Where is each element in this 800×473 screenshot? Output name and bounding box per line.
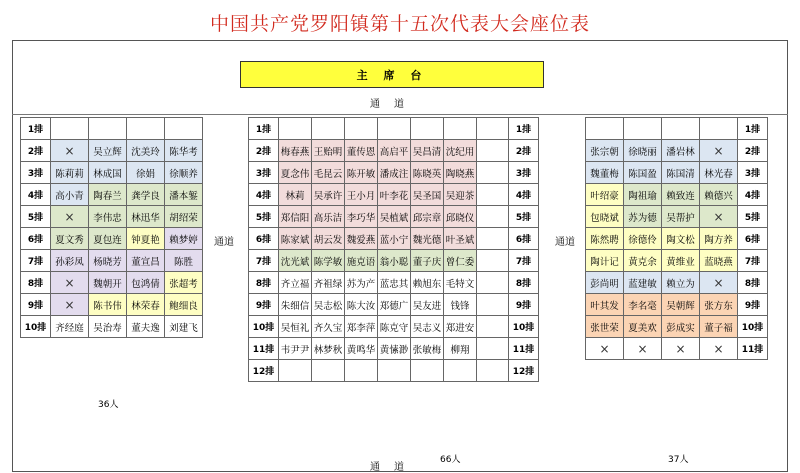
seat-cell — [378, 118, 411, 140]
aisle-label-right: 通道 — [555, 237, 575, 248]
seat-cell: 沈光斌 — [279, 250, 312, 272]
seat-cell: 黄克余 — [624, 250, 662, 272]
seat-cell: 林莉 — [279, 184, 312, 206]
seat-cell: 叶绍豪 — [586, 184, 624, 206]
seat-cell: 夏文秀 — [51, 228, 89, 250]
row-label: 2排 — [738, 140, 768, 162]
seat-cell: 包鸿倩 — [127, 272, 165, 294]
seat-row — [249, 162, 539, 184]
seat-cell: 施克语 — [345, 250, 378, 272]
seat-row — [21, 250, 203, 272]
seat-cell: 赖致连 — [662, 184, 700, 206]
seat-cell: 孙彩凤 — [51, 250, 89, 272]
seat-cell — [411, 360, 444, 382]
row-label: 7排 — [509, 250, 539, 272]
seat-cell — [279, 118, 312, 140]
row-label: 10排 — [249, 316, 279, 338]
seat-row — [249, 206, 539, 228]
row-label: 8排 — [509, 272, 539, 294]
seat-cell — [89, 118, 127, 140]
seat-cell: 吴治寿 — [89, 316, 127, 338]
seat-row — [21, 162, 203, 184]
seat-cell: 李巧华 — [345, 206, 378, 228]
seat-cell: 陈国清 — [662, 162, 700, 184]
podium: 主 席 台 — [240, 61, 544, 88]
seat-cell: 张世荣 — [586, 316, 624, 338]
seat-cell: 杨晓芳 — [89, 250, 127, 272]
seat-cell: 黄维业 — [662, 250, 700, 272]
seat-cell: 林荣春 — [127, 294, 165, 316]
row-label: 8排 — [249, 272, 279, 294]
seat-cell: 黄鸣华 — [345, 338, 378, 360]
row-label: 1排 — [249, 118, 279, 140]
empty-seat-mark: × — [51, 206, 89, 228]
row-label: 10排 — [21, 316, 51, 338]
row-label: 10排 — [509, 316, 539, 338]
seat-cell: 蓝建敏 — [624, 272, 662, 294]
seat-cell — [279, 360, 312, 382]
seat-row — [21, 316, 203, 338]
seat-cell: 柳翔 — [444, 338, 477, 360]
seat-row — [586, 316, 768, 338]
seat-cell — [477, 140, 509, 162]
seat-cell: 董子庆 — [411, 250, 444, 272]
right-seat-block — [585, 117, 768, 360]
seat-cell: 董宣昌 — [127, 250, 165, 272]
seat-cell: 吴昌清 — [411, 140, 444, 162]
seat-cell — [444, 118, 477, 140]
seat-cell: 李伟忠 — [89, 206, 127, 228]
count-left: 36人 — [98, 400, 119, 410]
seat-cell: 吴植斌 — [378, 206, 411, 228]
row-label: 8排 — [21, 272, 51, 294]
seat-cell: 张方东 — [700, 294, 738, 316]
row-label: 9排 — [738, 294, 768, 316]
row-label: 9排 — [21, 294, 51, 316]
seat-cell: 陈开敏 — [345, 162, 378, 184]
seat-cell: 吴帮护 — [662, 206, 700, 228]
empty-seat-mark: × — [586, 338, 624, 360]
seat-cell: 齐祖绿 — [312, 272, 345, 294]
seat-cell: 陈胜 — [165, 250, 203, 272]
seat-cell: 林迅华 — [127, 206, 165, 228]
seat-row — [249, 228, 539, 250]
seat-cell: 彭成实 — [662, 316, 700, 338]
seat-cell: 陈大汝 — [345, 294, 378, 316]
seat-cell — [700, 118, 738, 140]
seat-cell: 吴朝辉 — [662, 294, 700, 316]
seat-cell: 魏朝开 — [89, 272, 127, 294]
seat-cell: 齐久宝 — [312, 316, 345, 338]
seat-cell: 陈华考 — [165, 140, 203, 162]
row-label: 3排 — [21, 162, 51, 184]
seat-cell — [51, 118, 89, 140]
seat-cell: 陈克守 — [378, 316, 411, 338]
row-label: 5排 — [21, 206, 51, 228]
row-label: 1排 — [509, 118, 539, 140]
row-label: 7排 — [249, 250, 279, 272]
row-label: 4排 — [21, 184, 51, 206]
seat-cell: 沈美玲 — [127, 140, 165, 162]
seat-cell: 陈书伟 — [89, 294, 127, 316]
row-label: 4排 — [249, 184, 279, 206]
seat-cell — [477, 316, 509, 338]
seat-cell: 鲍细良 — [165, 294, 203, 316]
page-title: 中国共产党罗阳镇第十五次代表大会座位表 — [209, 13, 590, 35]
row-label: 6排 — [509, 228, 539, 250]
seat-cell: 郑李萍 — [345, 316, 378, 338]
row-label: 3排 — [509, 162, 539, 184]
empty-seat-mark: × — [700, 338, 738, 360]
row-label: 9排 — [509, 294, 539, 316]
seat-cell: 蓝忠其 — [378, 272, 411, 294]
seat-cell — [165, 118, 203, 140]
seat-cell: 夏念伟 — [279, 162, 312, 184]
seat-cell: 董子福 — [700, 316, 738, 338]
seat-cell: 张超考 — [165, 272, 203, 294]
seat-cell — [378, 360, 411, 382]
seat-cell: 赖德兴 — [700, 184, 738, 206]
seat-cell: 毛特文 — [444, 272, 477, 294]
seat-cell: 蓝晓燕 — [700, 250, 738, 272]
seat-cell: 吴友进 — [411, 294, 444, 316]
seat-cell: 潘本錾 — [165, 184, 203, 206]
seat-cell: 高启平 — [378, 140, 411, 162]
seat-cell: 叶李花 — [378, 184, 411, 206]
seat-cell: 叶圣斌 — [444, 228, 477, 250]
seat-cell: 韦尹尹 — [279, 338, 312, 360]
seat-cell: 王贻明 — [312, 140, 345, 162]
seat-cell: 陶祖瑜 — [624, 184, 662, 206]
empty-seat-mark: × — [51, 294, 89, 316]
seat-row — [249, 272, 539, 294]
seat-cell — [312, 118, 345, 140]
seat-cell: 林梦秋 — [312, 338, 345, 360]
seat-cell: 齐经庭 — [51, 316, 89, 338]
seat-cell: 赖旭东 — [411, 272, 444, 294]
seat-cell: 黄愫渺 — [378, 338, 411, 360]
seat-row — [21, 206, 203, 228]
left-seat-block — [20, 117, 203, 338]
seat-cell: 陈然聘 — [586, 228, 624, 250]
row-label: 5排 — [509, 206, 539, 228]
seat-cell: 赖立为 — [662, 272, 700, 294]
seat-cell — [345, 360, 378, 382]
seat-cell: 潘岩林 — [662, 140, 700, 162]
seat-cell: 沈纪用 — [444, 140, 477, 162]
seat-cell: 王小月 — [345, 184, 378, 206]
row-label: 4排 — [509, 184, 539, 206]
seat-row — [21, 272, 203, 294]
aisle-label-bottom: 通道 — [370, 462, 418, 473]
seat-cell: 齐立福 — [279, 272, 312, 294]
seat-cell: 郑德广 — [378, 294, 411, 316]
seat-row — [21, 184, 203, 206]
seat-cell: 钟夏艳 — [127, 228, 165, 250]
seat-cell — [312, 360, 345, 382]
seat-row — [21, 118, 203, 140]
empty-seat-mark: × — [662, 338, 700, 360]
seat-cell: 吴圣国 — [411, 184, 444, 206]
empty-seat-mark: × — [700, 206, 738, 228]
row-label: 11排 — [738, 338, 768, 360]
seat-cell — [345, 118, 378, 140]
seat-cell: 毛昆云 — [312, 162, 345, 184]
seat-cell: 包晓斌 — [586, 206, 624, 228]
seat-cell: 朱细信 — [279, 294, 312, 316]
seat-cell — [624, 118, 662, 140]
seat-row — [249, 140, 539, 162]
seat-cell: 潘成注 — [378, 162, 411, 184]
seat-cell: 吴志义 — [411, 316, 444, 338]
seat-cell: 夏美欢 — [624, 316, 662, 338]
seat-row — [249, 250, 539, 272]
seat-cell: 吴承许 — [312, 184, 345, 206]
seat-cell: 陶方养 — [700, 228, 738, 250]
seat-cell: 郑信阳 — [279, 206, 312, 228]
seat-cell: 魏爱燕 — [345, 228, 378, 250]
seat-row — [249, 316, 539, 338]
seat-row — [586, 162, 768, 184]
seat-cell: 邱宗章 — [411, 206, 444, 228]
seat-row — [249, 338, 539, 360]
empty-seat-mark: × — [51, 272, 89, 294]
seat-row — [21, 228, 203, 250]
row-label: 3排 — [738, 162, 768, 184]
empty-seat-mark: × — [700, 272, 738, 294]
seat-row — [21, 140, 203, 162]
row-label: 12排 — [249, 360, 279, 382]
seat-cell: 郑进安 — [444, 316, 477, 338]
seat-cell — [586, 118, 624, 140]
row-label: 2排 — [21, 140, 51, 162]
seat-cell: 陈国盈 — [624, 162, 662, 184]
seat-row — [249, 294, 539, 316]
seat-cell: 徐德伶 — [624, 228, 662, 250]
aisle-label-left: 通道 — [214, 237, 234, 248]
seat-cell: 张敏梅 — [411, 338, 444, 360]
seat-row — [21, 294, 203, 316]
row-label: 7排 — [21, 250, 51, 272]
seat-cell: 高小青 — [51, 184, 89, 206]
seat-cell — [477, 250, 509, 272]
seat-row — [586, 294, 768, 316]
seat-cell: 陶晓燕 — [444, 162, 477, 184]
seat-cell: 吴迎茶 — [444, 184, 477, 206]
seat-cell: 苏为产 — [345, 272, 378, 294]
seat-row — [249, 118, 539, 140]
seat-cell: 钱锋 — [444, 294, 477, 316]
row-label: 1排 — [738, 118, 768, 140]
seat-row — [249, 184, 539, 206]
seat-row — [586, 206, 768, 228]
seat-cell: 徐晓丽 — [624, 140, 662, 162]
empty-seat-mark: × — [51, 140, 89, 162]
row-label: 6排 — [249, 228, 279, 250]
seat-cell — [477, 338, 509, 360]
row-label: 10排 — [738, 316, 768, 338]
seat-cell: 刘建飞 — [165, 316, 203, 338]
seat-cell: 魏董梅 — [586, 162, 624, 184]
seat-cell: 魏光德 — [411, 228, 444, 250]
seat-row — [586, 140, 768, 162]
count-center: 66人 — [440, 455, 461, 465]
row-label: 6排 — [738, 228, 768, 250]
seat-cell — [477, 272, 509, 294]
seat-cell: 张宗朝 — [586, 140, 624, 162]
seat-cell: 翁小聪 — [378, 250, 411, 272]
seat-cell: 陶文松 — [662, 228, 700, 250]
seat-cell: 赖梦婷 — [165, 228, 203, 250]
row-label: 9排 — [249, 294, 279, 316]
row-label: 1排 — [21, 118, 51, 140]
seat-row — [586, 272, 768, 294]
seat-cell — [477, 118, 509, 140]
seat-cell: 徐娟 — [127, 162, 165, 184]
seat-cell: 高乐洁 — [312, 206, 345, 228]
seat-cell: 董夫逸 — [127, 316, 165, 338]
seat-cell: 李名毫 — [624, 294, 662, 316]
aisle-divider-line — [12, 114, 788, 115]
seat-cell: 陈莉莉 — [51, 162, 89, 184]
seat-cell — [477, 162, 509, 184]
seat-cell: 董传恩 — [345, 140, 378, 162]
row-label: 2排 — [509, 140, 539, 162]
aisle-label-top: 通道 — [370, 99, 418, 110]
seat-cell: 胡绍荣 — [165, 206, 203, 228]
seat-cell: 曾仁委 — [444, 250, 477, 272]
seat-cell: 龚学良 — [127, 184, 165, 206]
seat-cell: 彭尚明 — [586, 272, 624, 294]
seat-cell — [477, 294, 509, 316]
seat-row — [586, 338, 768, 360]
seat-cell — [477, 206, 509, 228]
seat-row — [586, 250, 768, 272]
seat-cell: 陈学敏 — [312, 250, 345, 272]
seat-cell — [477, 184, 509, 206]
row-label: 6排 — [21, 228, 51, 250]
seat-cell: 胡云发 — [312, 228, 345, 250]
seat-cell: 苏为德 — [624, 206, 662, 228]
seat-cell: 陈家斌 — [279, 228, 312, 250]
seat-cell: 吴志松 — [312, 294, 345, 316]
seat-cell: 邱晓仪 — [444, 206, 477, 228]
seat-cell — [477, 360, 509, 382]
row-label: 12排 — [509, 360, 539, 382]
row-label: 11排 — [509, 338, 539, 360]
row-label: 5排 — [738, 206, 768, 228]
row-label: 8排 — [738, 272, 768, 294]
center-seat-block — [248, 117, 539, 382]
row-label: 3排 — [249, 162, 279, 184]
count-right: 37人 — [668, 455, 689, 465]
row-label: 2排 — [249, 140, 279, 162]
seat-cell: 林成国 — [89, 162, 127, 184]
seat-cell: 陶计记 — [586, 250, 624, 272]
seat-row — [586, 118, 768, 140]
seat-cell: 梅春燕 — [279, 140, 312, 162]
row-label: 11排 — [249, 338, 279, 360]
seat-cell — [662, 118, 700, 140]
seat-cell: 蓝小宁 — [378, 228, 411, 250]
seat-cell: 夏包连 — [89, 228, 127, 250]
seat-cell: 徐顺养 — [165, 162, 203, 184]
seat-cell: 陶春兰 — [89, 184, 127, 206]
row-label: 5排 — [249, 206, 279, 228]
seat-cell: 陈晓英 — [411, 162, 444, 184]
seat-row — [249, 360, 539, 382]
seat-cell — [444, 360, 477, 382]
seat-cell: 叶其发 — [586, 294, 624, 316]
seat-cell: 吴恒礼 — [279, 316, 312, 338]
seat-cell — [127, 118, 165, 140]
seat-row — [586, 184, 768, 206]
row-label: 7排 — [738, 250, 768, 272]
empty-seat-mark: × — [700, 140, 738, 162]
empty-seat-mark: × — [624, 338, 662, 360]
seat-cell: 林光春 — [700, 162, 738, 184]
seat-cell — [477, 228, 509, 250]
seat-row — [586, 228, 768, 250]
row-label: 4排 — [738, 184, 768, 206]
seat-cell: 吴立辉 — [89, 140, 127, 162]
seat-cell — [411, 118, 444, 140]
